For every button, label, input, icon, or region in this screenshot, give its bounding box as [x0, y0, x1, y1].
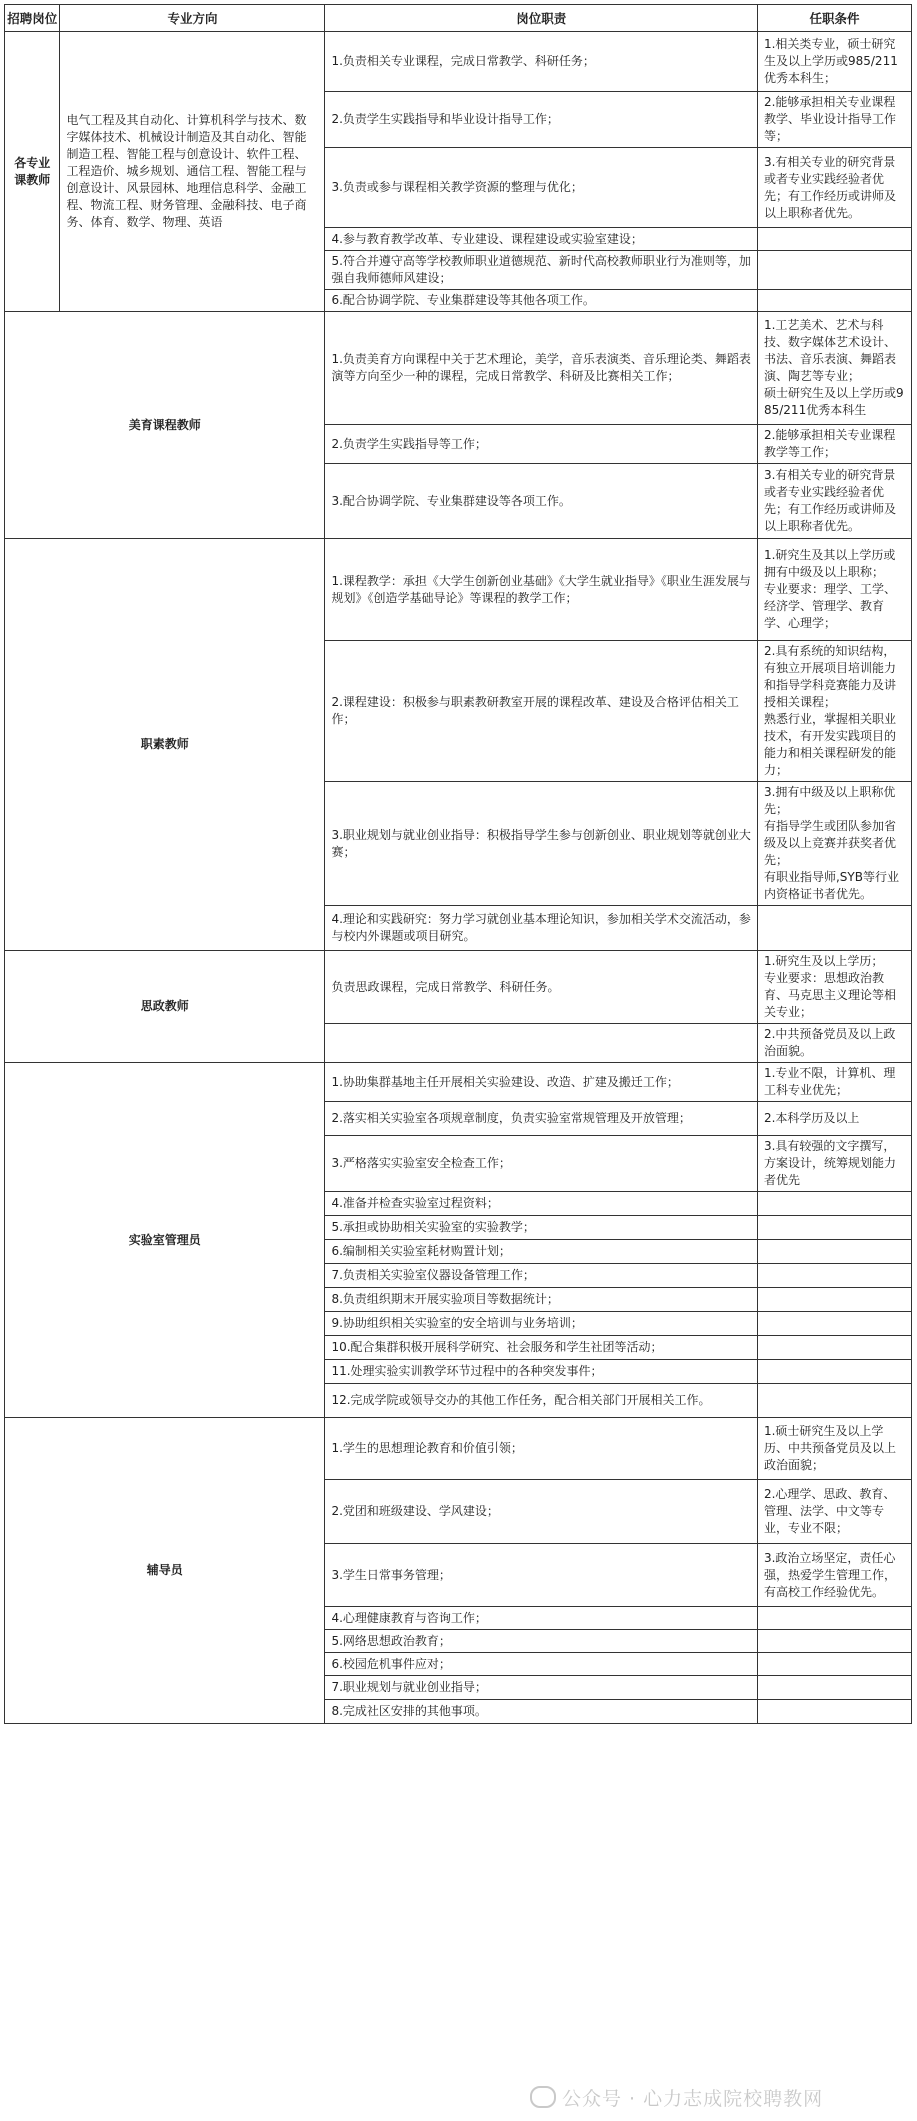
- requirement-cell: 3.拥有中级及以上职称优先； 有指导学生或团队参加省级及以上竞赛并获奖者优先； 有职业指导师,SYB等行业内资格证书者优先。: [757, 782, 911, 906]
- requirement-cell: [757, 1607, 911, 1630]
- requirement-cell: 2.具有系统的知识结构，有独立开展项目培训能力和指导学科竞赛能力及讲授相关课程； 熟悉行业，掌握相关职业技术，有开发实践项目的能力和相关课程研发的能力；: [757, 641, 911, 782]
- duty-cell: 3.严格落实实验室安全检查工作；: [325, 1136, 758, 1192]
- requirement-cell: 3.政治立场坚定，责任心强，热爱学生管理工作，有高校工作经验优先。: [757, 1544, 911, 1607]
- duty-cell: 1.负责美育方向课程中关于艺术理论，美学，音乐表演类、音乐理论类、舞蹈表演等方向至少一种的课程，完成日常教学、科研及比赛相关工作；: [325, 312, 758, 425]
- duty-cell: 5.网络思想政治教育；: [325, 1630, 758, 1653]
- duty-cell: 2.负责学生实践指导等工作；: [325, 425, 758, 464]
- requirement-cell: 2.能够承担相关专业课程教学、毕业设计指导工作等；: [757, 92, 911, 148]
- requirement-cell: 1.相关类专业，硕士研究生及以上学历或985/211优秀本科生；: [757, 32, 911, 92]
- requirement-cell: 2.本科学历及以上: [757, 1102, 911, 1136]
- table-row: [5, 1418, 912, 1480]
- duty-cell: 2.负责学生实践指导和毕业设计指导工作；: [325, 92, 758, 148]
- duty-cell: 6.编制相关实验室耗材购置计划；: [325, 1240, 758, 1264]
- duty-cell: 6.校园危机事件应对；: [325, 1653, 758, 1676]
- watermark: [530, 2084, 823, 2111]
- duty-cell: 负责思政课程，完成日常教学、科研任务。: [325, 951, 758, 1024]
- position-name: 辅导员: [5, 1418, 325, 1724]
- duty-cell: 11.处理实验实训教学环节过程中的各种突发事件；: [325, 1360, 758, 1384]
- requirement-cell: [757, 1700, 911, 1724]
- duty-cell: 10.配合集群积极开展科学研究、社会服务和学生社团等活动；: [325, 1336, 758, 1360]
- duty-cell: 1.学生的思想理论教育和价值引领；: [325, 1418, 758, 1480]
- duty-cell: 8.负责组织期末开展实验项目等数据统计；: [325, 1288, 758, 1312]
- requirement-cell: 1.专业不限，计算机、理工科专业优先；: [757, 1063, 911, 1102]
- requirement-cell: [757, 1630, 911, 1653]
- duty-cell: 4.参与教育教学改革、专业建设、课程建设或实验室建设；: [325, 228, 758, 251]
- duty-cell: 8.完成社区安排的其他事项。: [325, 1700, 758, 1724]
- requirement-cell: [757, 1384, 911, 1418]
- duty-cell: 3.学生日常事务管理；: [325, 1544, 758, 1607]
- position-name: 实验室管理员: [5, 1063, 325, 1418]
- duty-cell: 3.配合协调学院、专业集群建设等各项工作。: [325, 464, 758, 539]
- requirement-cell: 1.研究生及以上学历； 专业要求：思想政治教育、马克思主义理论等相关专业；: [757, 951, 911, 1024]
- duty-cell: 4.理论和实践研究：努力学习就创业基本理论知识，参加相关学术交流活动，参与校内外课题或项目研究。: [325, 906, 758, 951]
- requirement-cell: 2.中共预备党员及以上政治面貌。: [757, 1024, 911, 1063]
- requirement-cell: 1.研究生及其以上学历或拥有中级及以上职称； 专业要求：理学、工学、经济学、管理学、教育学、心理学；: [757, 539, 911, 641]
- duty-cell: 3.负责或参与课程相关教学资源的整理与优化；: [325, 148, 758, 228]
- requirement-cell: [757, 1336, 911, 1360]
- table-body: [5, 32, 912, 1724]
- requirement-cell: [757, 1240, 911, 1264]
- duty-cell: 1.协助集群基地主任开展相关实验建设、改造、扩建及搬迁工作；: [325, 1063, 758, 1102]
- requirement-cell: 3.具有较强的文字撰写，方案设计，统筹规划能力者优先: [757, 1136, 911, 1192]
- requirement-cell: [757, 1360, 911, 1384]
- position-name: 各专业课教师: [5, 32, 60, 312]
- requirement-cell: [757, 251, 911, 290]
- duty-cell: 7.负责相关实验室仪器设备管理工作；: [325, 1264, 758, 1288]
- position-name: 职素教师: [5, 539, 325, 951]
- position-name: 美育课程教师: [5, 312, 325, 539]
- duty-cell: 3.职业规划与就业创业指导：积极指导学生参与创新创业、职业规划等就创业大赛；: [325, 782, 758, 906]
- table-row: [5, 1063, 912, 1102]
- requirement-cell: 2.心理学、思政、教育、管理、法学、中文等专业，专业不限；: [757, 1480, 911, 1544]
- header-post: 招聘岗位: [5, 5, 60, 32]
- requirement-cell: [757, 1676, 911, 1700]
- requirement-cell: [757, 906, 911, 951]
- requirement-cell: 1.工艺美术、艺术与科技、数字媒体艺术设计、书法、音乐表演、舞蹈表演、陶艺等专业； 硕士研究生及以上学历或985/211优秀本科生: [757, 312, 911, 425]
- duty-cell: 5.承担或协助相关实验室的实验教学；: [325, 1216, 758, 1240]
- requirement-cell: [757, 1288, 911, 1312]
- duty-cell: 2.党团和班级建设、学风建设；: [325, 1480, 758, 1544]
- requirement-cell: [757, 228, 911, 251]
- requirement-cell: 1.硕士研究生及以上学历、中共预备党员及以上政治面貌；: [757, 1418, 911, 1480]
- table-header-row: [5, 5, 912, 32]
- duty-cell: 4.心理健康教育与咨询工作；: [325, 1607, 758, 1630]
- requirement-cell: 3.有相关专业的研究背景或者专业实践经验者优先；有工作经历或讲师及以上职称者优先。: [757, 148, 911, 228]
- duty-cell: 1.课程教学：承担《大学生创新创业基础》《大学生就业指导》《职业生涯发展与规划》《创造学基础导论》等课程的教学工作；: [325, 539, 758, 641]
- wechat-icon: [530, 2086, 556, 2108]
- header-requirement: 任职条件: [757, 5, 911, 32]
- duty-cell: 1.负责相关专业课程，完成日常教学、科研任务；: [325, 32, 758, 92]
- duty-cell: 12.完成学院或领导交办的其他工作任务，配合相关部门开展相关工作。: [325, 1384, 758, 1418]
- requirement-cell: [757, 1264, 911, 1288]
- table-row: [5, 32, 912, 92]
- duty-cell: 6.配合协调学院、专业集群建设等其他各项工作。: [325, 290, 758, 312]
- position-name: 思政教师: [5, 951, 325, 1063]
- duty-cell: [325, 1024, 758, 1063]
- requirement-cell: [757, 1216, 911, 1240]
- header-major: 专业方向: [60, 5, 325, 32]
- recruitment-table: [4, 4, 912, 1724]
- duty-cell: 4.准备并检查实验室过程资料；: [325, 1192, 758, 1216]
- header-duty: 岗位职责: [325, 5, 758, 32]
- table-row: [5, 951, 912, 1024]
- watermark-text: 公众号 · 心力志成院校聘教网: [562, 2088, 824, 2110]
- table-row: [5, 539, 912, 641]
- requirement-cell: [757, 1653, 911, 1676]
- duty-cell: 7.职业规划与就业创业指导；: [325, 1676, 758, 1700]
- requirement-cell: [757, 290, 911, 312]
- requirement-cell: [757, 1312, 911, 1336]
- requirement-cell: [757, 1192, 911, 1216]
- requirement-cell: 3.有相关专业的研究背景或者专业实践经验者优先；有工作经历或讲师及以上职称者优先。: [757, 464, 911, 539]
- duty-cell: 2.落实相关实验室各项规章制度，负责实验室常规管理及开放管理；: [325, 1102, 758, 1136]
- duty-cell: 2.课程建设：积极参与职素教研教室开展的课程改革、建设及合格评估相关工作；: [325, 641, 758, 782]
- duty-cell: 9.协助组织相关实验室的安全培训与业务培训；: [325, 1312, 758, 1336]
- major-direction: 电气工程及其自动化、计算机科学与技术、数字媒体技术、机械设计制造及其自动化、智能制造工程、智能工程与创意设计、软件工程、工程造价、城乡规划、通信工程、智能工程与创意设计、风景园林、地理信息科学、金融工程、物流工程、财务管理、金融科技、电子商务、体育、数学、物理、英语: [60, 32, 325, 312]
- table-row: [5, 312, 912, 425]
- duty-cell: 5.符合并遵守高等学校教师职业道德规范、新时代高校教师职业行为准则等，加强自我师德师风建设；: [325, 251, 758, 290]
- requirement-cell: 2.能够承担相关专业课程教学等工作；: [757, 425, 911, 464]
